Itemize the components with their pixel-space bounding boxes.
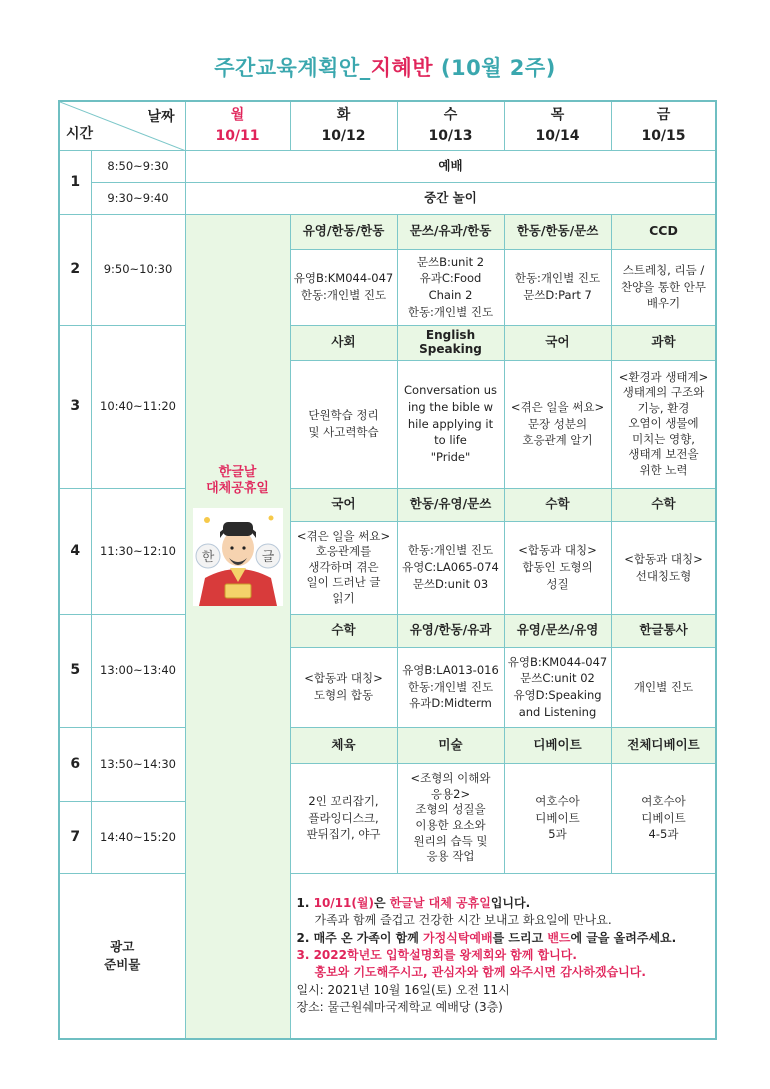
notice-label: 광고 준비물 [59, 873, 185, 1039]
detail-cell: 스트레칭, 리듬 / 찬양을 통한 안무 배우기 [611, 249, 716, 325]
header-row [59, 101, 716, 150]
notice-line-3c: 일시: 2021년 10월 16일(토) 오전 11시 [296, 982, 510, 997]
subject-cell: 유영/문쓰/유영 [504, 614, 611, 647]
subject-cell: 유영/한동/유과 [397, 614, 504, 647]
period-number: 3 [59, 325, 91, 488]
time-cell: 14:40~15:20 [91, 801, 185, 873]
detail-cell: <합동과 대칭> 선대칭도형 [611, 521, 716, 614]
detail-cell: 한동:개인별 진도 유영C:LA065-074 문쓰D:unit 03 [397, 521, 504, 614]
detail-cell: 2인 꼬리잡기, 플라잉디스크, 판뒤집기, 야구 [290, 763, 397, 873]
holiday-cell [185, 214, 290, 1039]
day-header-thu: 목 10/14 [504, 101, 611, 150]
subject-cell: 수학 [290, 614, 397, 647]
detail-cell: 유영B:KM044-047 문쓰C:unit 02 유영D:Speaking and Listening [504, 647, 611, 727]
king-sejong-illustration [193, 508, 283, 606]
period-number: 5 [59, 614, 91, 727]
detail-cell: <합동과 대칭> 합동인 도형의 성질 [504, 521, 611, 614]
notice-line-1b: 가족과 함께 즐겁고 건강한 시간 보내고 화요일에 만나요. [314, 913, 612, 928]
svg-text:글: 글 [261, 550, 274, 566]
time-cell: 8:50~9:30 [91, 150, 185, 182]
period-number: 7 [59, 801, 91, 873]
detail-cell: Conversation us ing the bible w hile applying it to life "Pride" [397, 360, 504, 488]
day-header-tue: 화 10/12 [290, 101, 397, 150]
detail-cell: 유영B:LA013-016 한동:개인별 진도 유과D:Midterm [397, 647, 504, 727]
detail-cell: 여호수아 디베이트 5과 [504, 763, 611, 873]
detail-cell: <겪은 일을 써요> 문장 성분의 호응관계 알기 [504, 360, 611, 488]
notice-line-3d: 장소: 물근원쉐마국제학교 예배당 (3층) [296, 1000, 503, 1015]
period-number: 2 [59, 214, 91, 325]
time-cell: 9:50~10:30 [91, 214, 185, 325]
detail-cell: 유영B:KM044-047 한동:개인별 진도 [290, 249, 397, 325]
detail-cell: 여호수아 디베이트 4-5과 [611, 763, 716, 873]
notice-content [290, 873, 716, 1039]
notice-line-2: 2. 매주 온 가족이 함께 가정식탁예배를 드리고 밴드에 글을 올려주세요. [296, 930, 677, 945]
detail-cell: <환경과 생태계> 생태계의 구조와 기능, 환경 오염이 생물에 미치는 영향, 생태계 보전을 위한 노력 [611, 360, 716, 488]
time-cell: 9:30~9:40 [91, 182, 185, 214]
subject-cell: 사회 [290, 325, 397, 360]
subject-cell: 미술 [397, 727, 504, 763]
time-cell: 11:30~12:10 [91, 488, 185, 614]
notice-line-3b: 홍보와 기도해주시고, 관심자와 함께 와주시면 감사하겠습니다. [314, 965, 646, 980]
day-header-fri: 금 10/15 [611, 101, 716, 150]
day-header-wed: 수 10/13 [397, 101, 504, 150]
subject-cell: 문쓰/유과/한동 [397, 214, 504, 249]
activity-worship: 예배 [185, 150, 716, 182]
detail-cell: <겪은 일을 써요> 호응관계를 생각하며 겪은 일이 드러난 글 읽기 [290, 521, 397, 614]
subject-cell: 과학 [611, 325, 716, 360]
time-label: 시간 [66, 126, 94, 143]
svg-text:한: 한 [201, 550, 214, 566]
date-label: 날짜 [147, 109, 175, 125]
holiday-subtitle: 대체공휴일 [206, 481, 269, 497]
subject-cell: CCD [611, 214, 716, 249]
detail-cell: <합동과 대칭> 도형의 합동 [290, 647, 397, 727]
subject-cell: 디베이트 [504, 727, 611, 763]
detail-cell: 문쓰B:unit 2 유과C:Food Chain 2 한동:개인별 진도 [397, 249, 504, 325]
time-cell: 10:40~11:20 [91, 325, 185, 488]
period-number: 6 [59, 727, 91, 801]
detail-cell: 개인별 진도 [611, 647, 716, 727]
day-header-mon: 월 10/11 [185, 101, 290, 150]
notice-line-1: 1. 10/11(월)은 한글날 대체 공휴일입니다. [296, 895, 531, 910]
period-number: 4 [59, 488, 91, 614]
schedule-table [58, 100, 717, 1040]
subject-cell: 한동/유영/문쓰 [397, 488, 504, 521]
detail-cell: <조형의 이해와 응용2> 조형의 성질을 이용한 요소와 원리의 습득 및 응용 작업 [397, 763, 504, 873]
subject-cell: 한글통사 [611, 614, 716, 647]
subject-cell: 수학 [611, 488, 716, 521]
time-cell: 13:50~14:30 [91, 727, 185, 801]
activity-break: 중간 놀이 [185, 182, 716, 214]
subject-cell: 국어 [290, 488, 397, 521]
title-week: (10월 2주) [433, 56, 556, 80]
subject-cell: 체육 [290, 727, 397, 763]
subject-cell: 수학 [504, 488, 611, 521]
time-cell: 13:00~13:40 [91, 614, 185, 727]
title-prefix: 주간교육계획안_ [214, 56, 371, 80]
detail-cell: 한동:개인별 진도 문쓰D:Part 7 [504, 249, 611, 325]
holiday-title: 한글날 [218, 464, 257, 480]
subject-cell: 전체디베이트 [611, 727, 716, 763]
date-time-corner [59, 101, 185, 150]
subject-cell: 국어 [504, 325, 611, 360]
subject-cell: English Speaking [397, 325, 504, 360]
detail-cell: 단원학습 정리 및 사고력학습 [290, 360, 397, 488]
subject-cell: 한동/한동/문쓰 [504, 214, 611, 249]
page-title [0, 52, 770, 82]
subject-cell: 유영/한동/한동 [290, 214, 397, 249]
class-name: 지혜반 [370, 56, 434, 80]
period-number: 1 [59, 150, 91, 214]
notice-line-3: 3. 2022학년도 입학설명회를 왕제회와 함께 합니다. [296, 948, 577, 963]
